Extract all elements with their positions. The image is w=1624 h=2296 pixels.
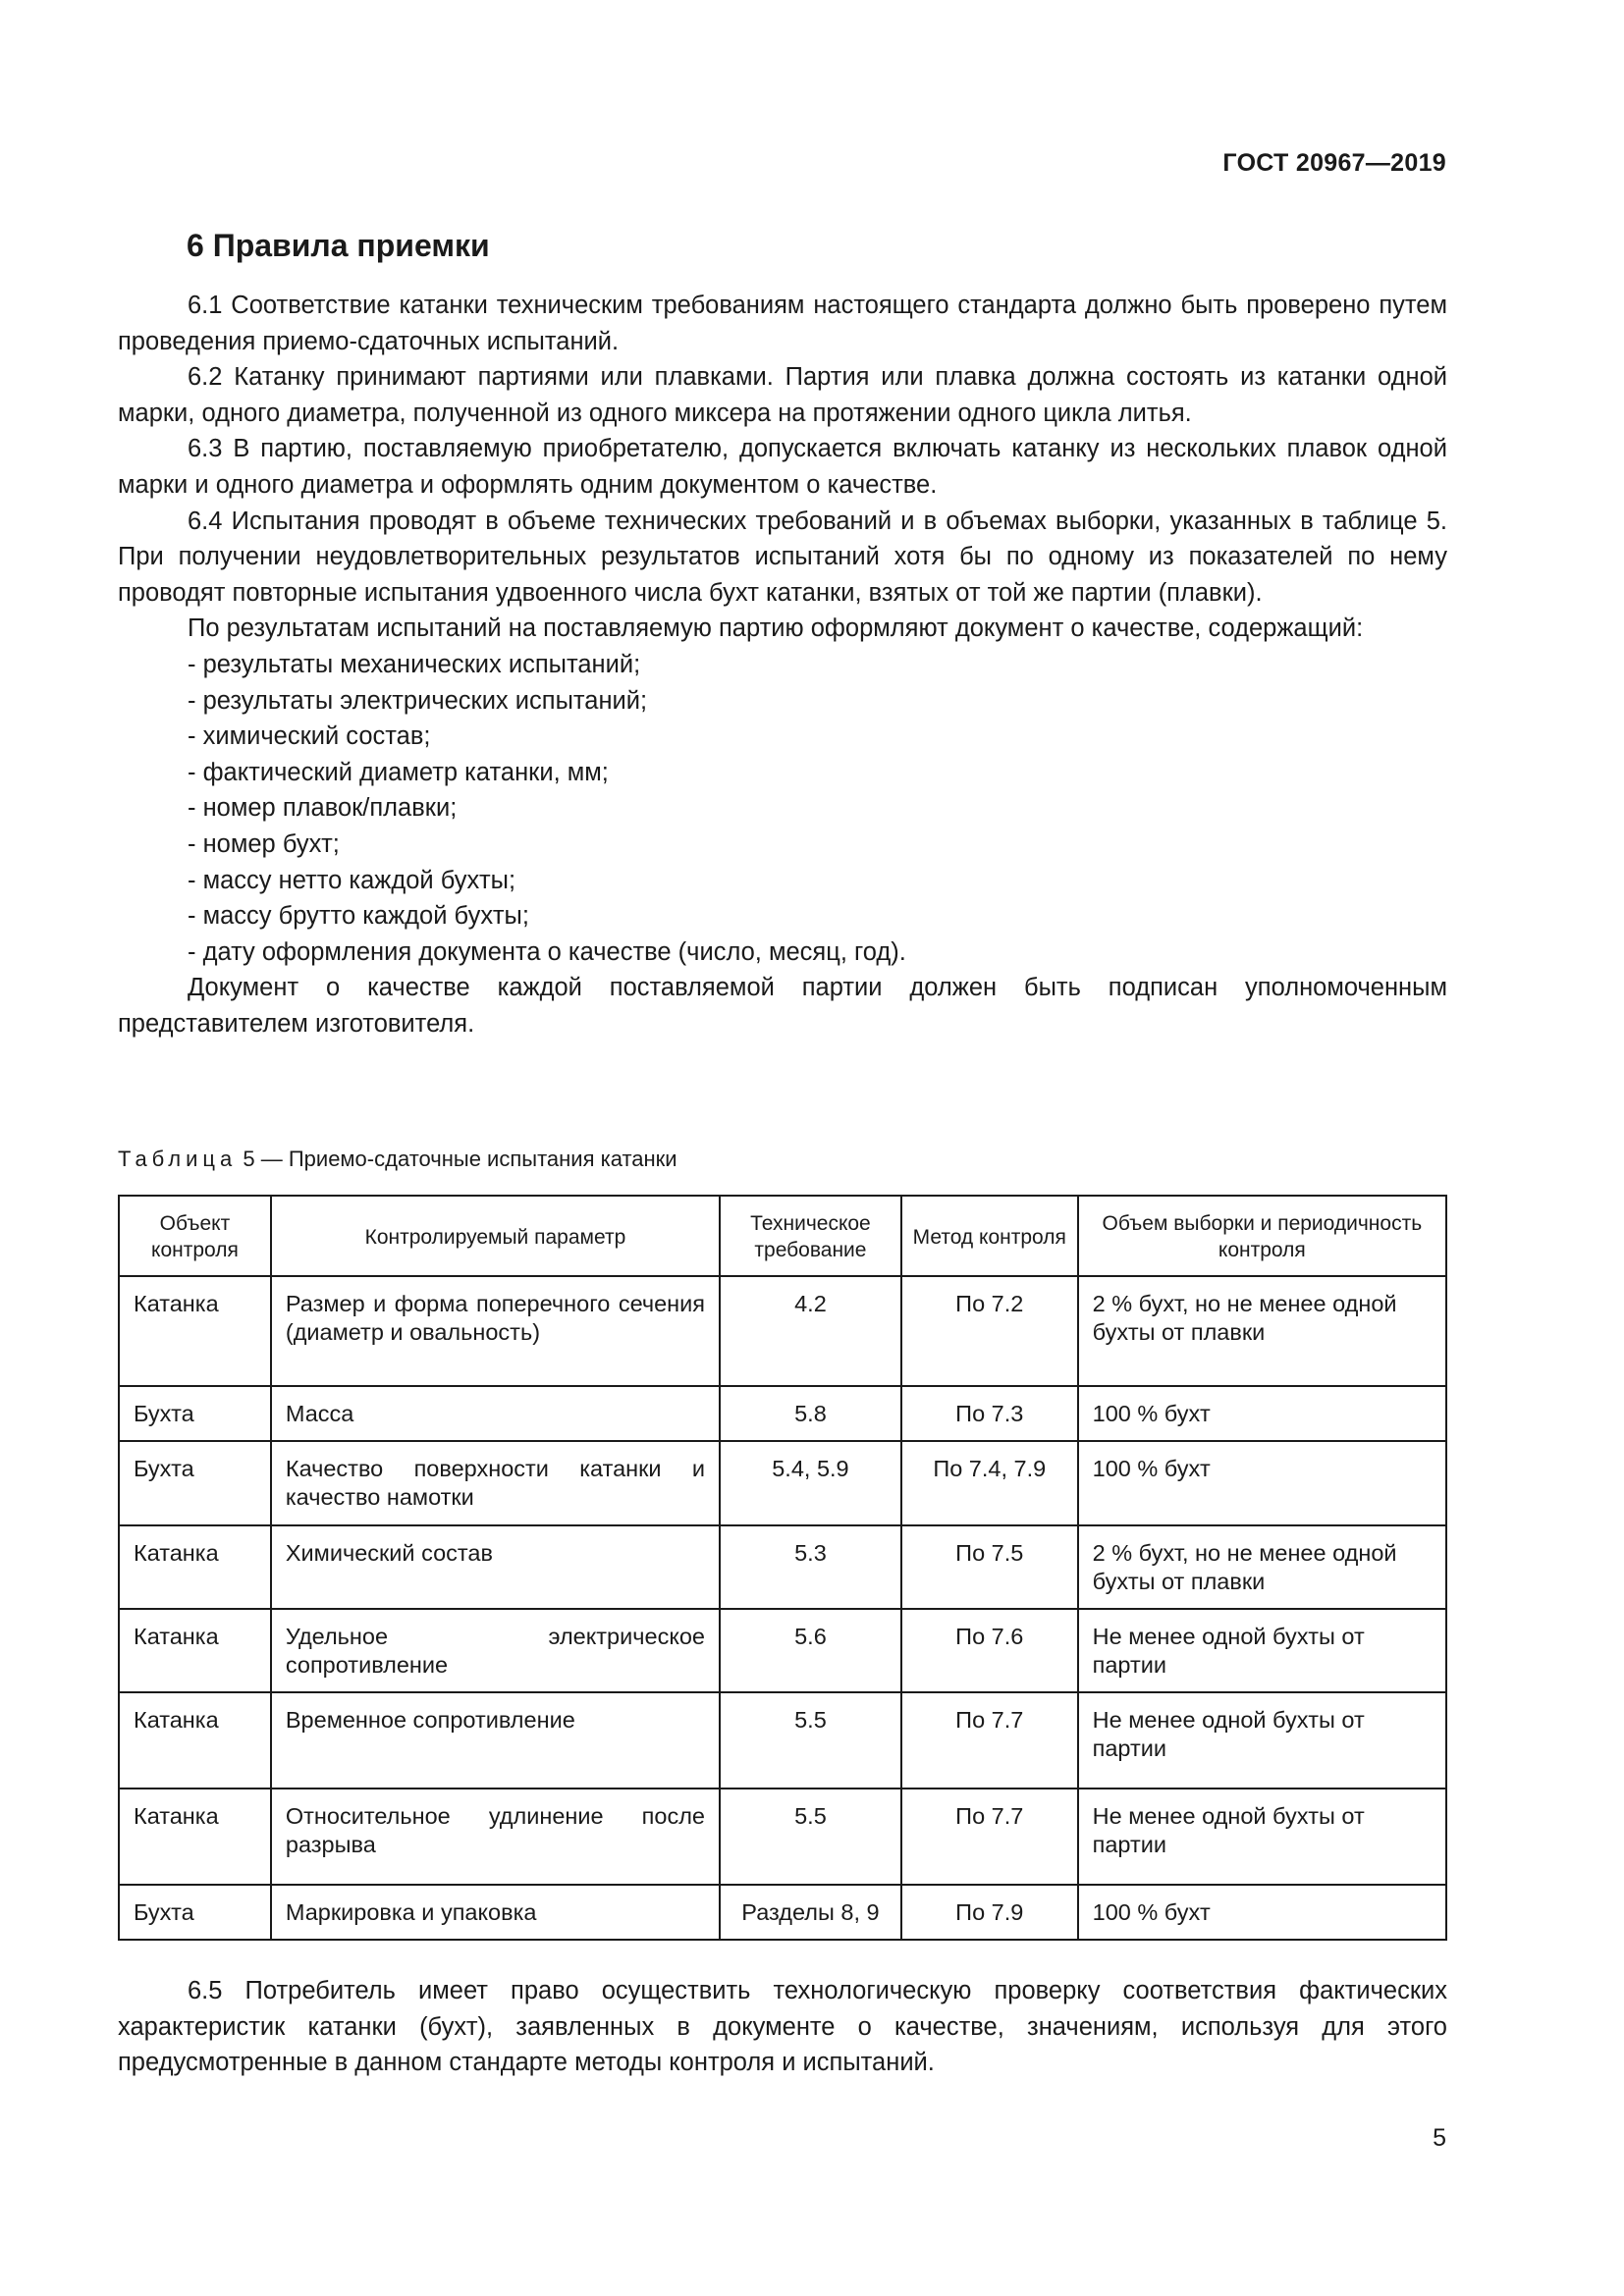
quality-document-contents-list xyxy=(118,647,1447,970)
list-item: - массу брутто каждой бухты; xyxy=(188,898,1447,934)
cell-requirement: Разделы 8, 9 xyxy=(720,1885,901,1940)
cell-sample-size: 100 % бухт xyxy=(1078,1441,1446,1525)
table-caption-text: 5 — Приемо-сдаточные испытания катанки xyxy=(243,1147,677,1171)
table-row xyxy=(119,1789,1446,1885)
cell-parameter: Временное сопротивление xyxy=(271,1692,720,1789)
table-row xyxy=(119,1386,1446,1441)
cell-method: По 7.5 xyxy=(901,1525,1078,1609)
list-item: - массу нетто каждой бухты; xyxy=(188,863,1447,899)
table-row xyxy=(119,1525,1446,1609)
table-row xyxy=(119,1609,1446,1692)
paragraph-6-4: 6.4 Испытания проводят в объеме технических требований и в объемах выборки, указанных в таблице 5. При получении неудовлетворительных результатов испытаний хотя бы по одному из показателей по нему проводят повторные испытания удвоенного числа бухт катанки, взятых от той же партии (плавки). xyxy=(118,507,1447,607)
cell-object: Бухта xyxy=(119,1885,271,1940)
cell-requirement: 5.5 xyxy=(720,1789,901,1885)
cell-sample-size: Не менее одной бухты от партии xyxy=(1078,1609,1446,1692)
cell-method: По 7.7 xyxy=(901,1789,1078,1885)
cell-requirement: 5.4, 5.9 xyxy=(720,1441,901,1525)
column-header-method: Метод контроля xyxy=(901,1196,1078,1276)
cell-object: Катанка xyxy=(119,1525,271,1609)
cell-object: Бухта xyxy=(119,1386,271,1441)
table-row xyxy=(119,1276,1446,1386)
cell-object: Катанка xyxy=(119,1609,271,1692)
cell-parameter: Маркировка и упаковка xyxy=(271,1885,720,1940)
cell-method: По 7.4, 7.9 xyxy=(901,1441,1078,1525)
cell-sample-size: 2 % бухт, но не менее одной бухты от плавки xyxy=(1078,1525,1446,1609)
paragraph-results: По результатам испытаний на поставляемую партию оформляют документ о качестве, содержащий: xyxy=(188,614,1364,643)
cell-parameter: Химический состав xyxy=(271,1525,720,1609)
cell-method: По 7.2 xyxy=(901,1276,1078,1386)
paragraph-signed: Документ о качестве каждой поставляемой партии должен быть подписан уполномоченным представителем изготовителя. xyxy=(118,974,1447,1038)
cell-method: По 7.7 xyxy=(901,1692,1078,1789)
cell-object: Бухта xyxy=(119,1441,271,1525)
list-item: - номер плавок/плавки; xyxy=(188,790,1447,827)
paragraph-6-5: 6.5 Потребитель имеет право осуществить технологическую проверку соответствия фактических характеристик катанки (бухт), заявленных в документе о качестве, значениям, используя для этого предусмотренные в данном стандарте методы контроля и испытаний. xyxy=(118,1977,1447,2077)
cell-requirement: 4.2 xyxy=(720,1276,901,1386)
cell-parameter: Масса xyxy=(271,1386,720,1441)
cell-sample-size: 100 % бухт xyxy=(1078,1885,1446,1940)
table-row xyxy=(119,1692,1446,1789)
cell-requirement: 5.3 xyxy=(720,1525,901,1609)
cell-method: По 7.9 xyxy=(901,1885,1078,1940)
list-item: - результаты электрических испытаний; xyxy=(188,683,1447,720)
cell-parameter: Качество поверхности катанки и качество намотки xyxy=(271,1441,720,1525)
cell-object: Катанка xyxy=(119,1789,271,1885)
document-code-header: ГОСТ 20967—2019 xyxy=(1222,149,1446,177)
table-row xyxy=(119,1441,1446,1525)
table-header-row xyxy=(119,1196,1446,1276)
column-header-object: Объект контроля xyxy=(119,1196,271,1276)
table-caption-label: Таблица xyxy=(118,1147,238,1171)
section-title: 6 Правила приемки xyxy=(187,228,490,263)
paragraph-6-3: 6.3 В партию, поставляемую приобретателю, допускается включать катанку из нескольких плавок одной марки и одного диаметра и оформлять одним документом о качестве. xyxy=(118,435,1447,499)
column-header-requirement: Техническое требование xyxy=(720,1196,901,1276)
cell-sample-size: Не менее одной бухты от партии xyxy=(1078,1789,1446,1885)
cell-requirement: 5.6 xyxy=(720,1609,901,1692)
cell-sample-size: 2 % бухт, но не менее одной бухты от плавки xyxy=(1078,1276,1446,1386)
cell-object: Катанка xyxy=(119,1276,271,1386)
table-row xyxy=(119,1885,1446,1940)
cell-method: По 7.3 xyxy=(901,1386,1078,1441)
column-header-parameter: Контролируемый параметр xyxy=(271,1196,720,1276)
closing-section xyxy=(118,1973,1447,2081)
cell-requirement: 5.5 xyxy=(720,1692,901,1789)
column-header-sample-size: Объем выборки и периодичность контроля xyxy=(1078,1196,1446,1276)
cell-object: Катанка xyxy=(119,1692,271,1789)
cell-sample-size: Не менее одной бухты от партии xyxy=(1078,1692,1446,1789)
list-item: - фактический диаметр катанки, мм; xyxy=(188,755,1447,791)
list-item: - дату оформления документа о качестве (число, месяц, год). xyxy=(188,934,1447,971)
cell-requirement: 5.8 xyxy=(720,1386,901,1441)
cell-method: По 7.6 xyxy=(901,1609,1078,1692)
list-item: - химический состав; xyxy=(188,719,1447,755)
page-number: 5 xyxy=(1433,2124,1446,2152)
cell-sample-size: 100 % бухт xyxy=(1078,1386,1446,1441)
paragraph-6-1: 6.1 Соответствие катанки техническим требованиям настоящего стандарта должно быть проверено путем проведения приемо-сдаточных испытаний. xyxy=(118,292,1447,355)
cell-parameter: Относительное удлинение после разрыва xyxy=(271,1789,720,1885)
paragraph-6-2: 6.2 Катанку принимают партиями или плавками. Партия или плавка должна состоять из катанки одной марки, одного диаметра, полученной из одного миксера на протяжении одного цикла литья. xyxy=(118,363,1447,427)
table-caption xyxy=(118,1147,677,1172)
list-item: - результаты механических испытаний; xyxy=(188,647,1447,683)
list-item: - номер бухт; xyxy=(188,827,1447,863)
cell-parameter: Размер и форма поперечного сечения (диаметр и овальность) xyxy=(271,1276,720,1386)
cell-parameter: Удельное электрическое сопротивление xyxy=(271,1609,720,1692)
acceptance-tests-table xyxy=(118,1195,1447,1941)
section-body xyxy=(118,288,1447,1041)
